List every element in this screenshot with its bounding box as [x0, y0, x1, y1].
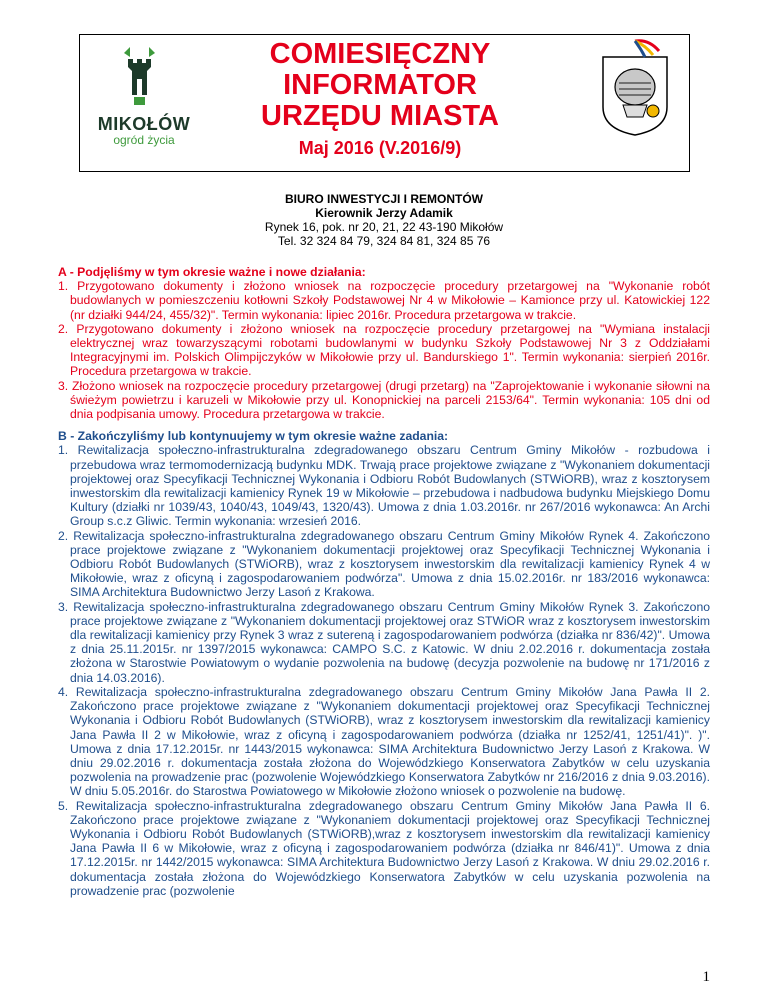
list-item: 3. Rewitalizacja społeczno-infrastrukturalna zdegradowanego obszaru Centrum Gminy Mikołów Rynek 3. Zakończono prace projektowe związane z "Wykonaniem dokumentacji projektowej oraz STWiOR wraz z kosztorysem inwestorskim dla rewitalizacji kamienicy przy Rynek 3 wraz z sutereną i zagospodarowaniem podwórza (działka nr 836/42)". Umowa z dnia 25.11.2015r. nr 1397/2015 wykonawca: CAMPO S.C. z Katowic. W dniu 2.02.2016 r. dokumentacja została złożona w Starostwie Powiatowym o wydanie pozwolenia na budowę (decyzja pozwolenie na budowę nr 171/2016 z dnia 14.03.2016). — [58, 599, 710, 685]
office-head: Kierownik Jerzy Adamik — [315, 206, 453, 220]
header-box — [79, 34, 690, 172]
office-info — [0, 192, 768, 248]
castle-tower-icon — [88, 41, 198, 111]
office-name: BIURO INWESTYCJI I REMONTÓW — [285, 192, 483, 206]
logo-tagline: ogród życia — [113, 133, 175, 147]
section-b — [58, 429, 710, 898]
list-item: 1. Rewitalizacja społeczno-infrastrukturalna zdegradowanego obszaru Centrum Gminy Mikołów - rozbudowa i przebudowa wraz termomodernizacją budynku MDK. Trwają prace projektowe związane z "Wykonaniem dokumentacji projektowej oraz Specyfikacji Technicznej Wykonania i Odbioru Robót Budowlanych (STWiORB), wraz z kosztorysem inwestorskim dla rewitalizacji kamienicy Rynek 19 w Mikołowie – przebudowa i nadbudowa budynku Miejskiego Domu Kultury (działki nr 1039/43, 1040/43, 1049/43, 1320/43). Umowa z dnia 1.03.2016r. nr 267/2016 wykonawca: An Archi Group s.c.z Gliwic. Termin wykonania: wrzesień 2016. — [58, 443, 710, 529]
list-item: 2. Rewitalizacja społeczno-infrastrukturalna zdegradowanego obszaru Centrum Gminy Mikołów Rynek 4. Zakończono prace projektowe związane z "Wykonaniem dokumentacji projektowej oraz Specyfikacji Technicznej Wykonania i Odbioru Robót Budowlanych (STWiORB), wraz z kosztorysem inwestorskim dla rewitalizacji kamienicy Rynek 4 w Mikołowie, wraz z oficyną i zagospodarowaniem podwórza". Umowa z dnia 15.02.2016r. nr 183/2016 wykonawca: SIMA Architektura Budownictwo Jerzy Lasoń z Krakowa. — [58, 528, 710, 600]
logo-name: MIKOŁÓW — [97, 114, 191, 134]
list-item: 1. Przygotowano dokumenty i złożono wniosek na rozpoczęcie procedury przetargowej na "Wykonanie robót budowlanych w pomieszczeniu kotłowni Szkoły Podstawowej Nr 4 w Mikołowie – Kamionce przy ul. Katowickiej 122 (nr działki 944/24, 455/32)". Termin wykonania: lipiec 2016r. Procedura przetargowa w trakcie. — [58, 279, 710, 322]
city-crest — [595, 37, 675, 137]
section-a-list — [58, 279, 710, 421]
office-phone: Tel. 32 324 84 79, 324 84 81, 324 85 76 — [277, 234, 491, 248]
newsletter-title — [230, 39, 530, 159]
knight-helmet-crest-icon — [595, 37, 675, 137]
mikolow-logo — [88, 41, 198, 147]
list-item: 3. Złożono wniosek na rozpoczęcie procedury przetargowej (drugi przetarg) na "Zaprojektowanie i wykonanie siłowni na świeżym powietrzu i karuzeli w Mikołowie przy ul. Konopnickiej na parceli 2153/64". Termin wykonania: 105 dni od dnia podpisania umowy. Procedura przetargowa w trakcie. — [58, 378, 710, 422]
list-item: 5. Rewitalizacja społeczno-infrastrukturalna zdegradowanego obszaru Centrum Gminy Mikołów Jana Pawła II 6. Zakończono prace projektowe związane z "Wykonaniem dokumentacji projektowej oraz Specyfikacji Technicznej Wykonania i Odbioru Robót Budowlanych (STWiORB),wraz z kosztorysem inwestorskim dla rewitalizacji kamienicy Jana Pawła II 6 w Mikołowie, wraz z oficyną i zagospodarowaniem podwórza (działka nr 846/41)". Umowa z dnia 17.12.2015r. nr 1442/2015 wykonawca: SIMA Architektura Budownictwo Jerzy Lasoń z Krakowa. W dniu 29.02.2016 r. dokumentacja została złożona do Wojewódzkiego Konserwatora Zabytków w celu uzyskania pozwolenia na prowadzenie prac (pozwolenie — [58, 798, 710, 898]
page-number: 1 — [702, 969, 710, 985]
issue-subtitle: Maj 2016 (V.2016/9) — [298, 138, 462, 158]
main-content — [58, 265, 710, 898]
section-b-title: B - Zakończyliśmy lub kontynuujemy w tym okresie ważne zadania: — [58, 429, 449, 444]
list-item: 4. Rewitalizacja społeczno-infrastrukturalna zdegradowanego obszaru Centrum Gminy Mikołów Jana Pawła II 2. Zakończono prace projektowe związane z "Wykonaniem dokumentacji projektowej oraz Specyfikacji Technicznej Wykonania i Odbioru Robót Budowlanych (STWiORB), wraz z kosztorysem inwestorskim dla rewitalizacji kamienicy Jana Pawła II 2 w Mikołowie, wraz z oficyną i zagospodarowaniem podwórza (działka nr 1252/41, 1251/41)". )". Umowa z dnia 17.12.2015r. nr 1443/2015 wykonawca: SIMA Architektura Budownictwo Jerzy Lasoń z Krakowa. W dniu 29.02.2016 r. dokumentacja została złożona do Wojewódzkiego Konserwatora Zabytków w celu uzyskania pozwolenia na prowadzenie prac (pozwolenie Wojewódzkiego Konserwatora Zabytków nr 216/2016 z dnia 9.03.2016). W dniu 5.05.2016r. do Starostwa Powiatowego w Mikołowie złożono wniosek o pozwolenie na budowę. — [58, 684, 710, 799]
office-address: Rynek 16, pok. nr 20, 21, 22 43-190 Mikołów — [264, 220, 504, 234]
title-line-2: INFORMATOR — [283, 69, 477, 101]
section-a-title: A - Podjęliśmy w tym okresie ważne i nowe działania: — [58, 265, 366, 279]
section-a — [58, 265, 710, 421]
list-item: 2. Przygotowano dokumenty i złożono wniosek na rozpoczęcie procedury przetargowej na "Wymiana instalacji elektrycznej wraz towarzyszącymi robotami budowlanymi w budynku Szkoły Podstawowej Nr 3 z Oddziałami Integracyjnymi im. Polskich Olimpijczyków w Mikołowie przy ul. Bandurskiego 1". Termin wykonania: sierpień 2016r. Procedura przetargowa w trakcie. — [58, 321, 710, 379]
title-line-1: COMIESIĘCZNY — [269, 38, 491, 70]
title-line-3: URZĘDU MIASTA — [261, 100, 499, 132]
section-b-list — [58, 443, 710, 898]
